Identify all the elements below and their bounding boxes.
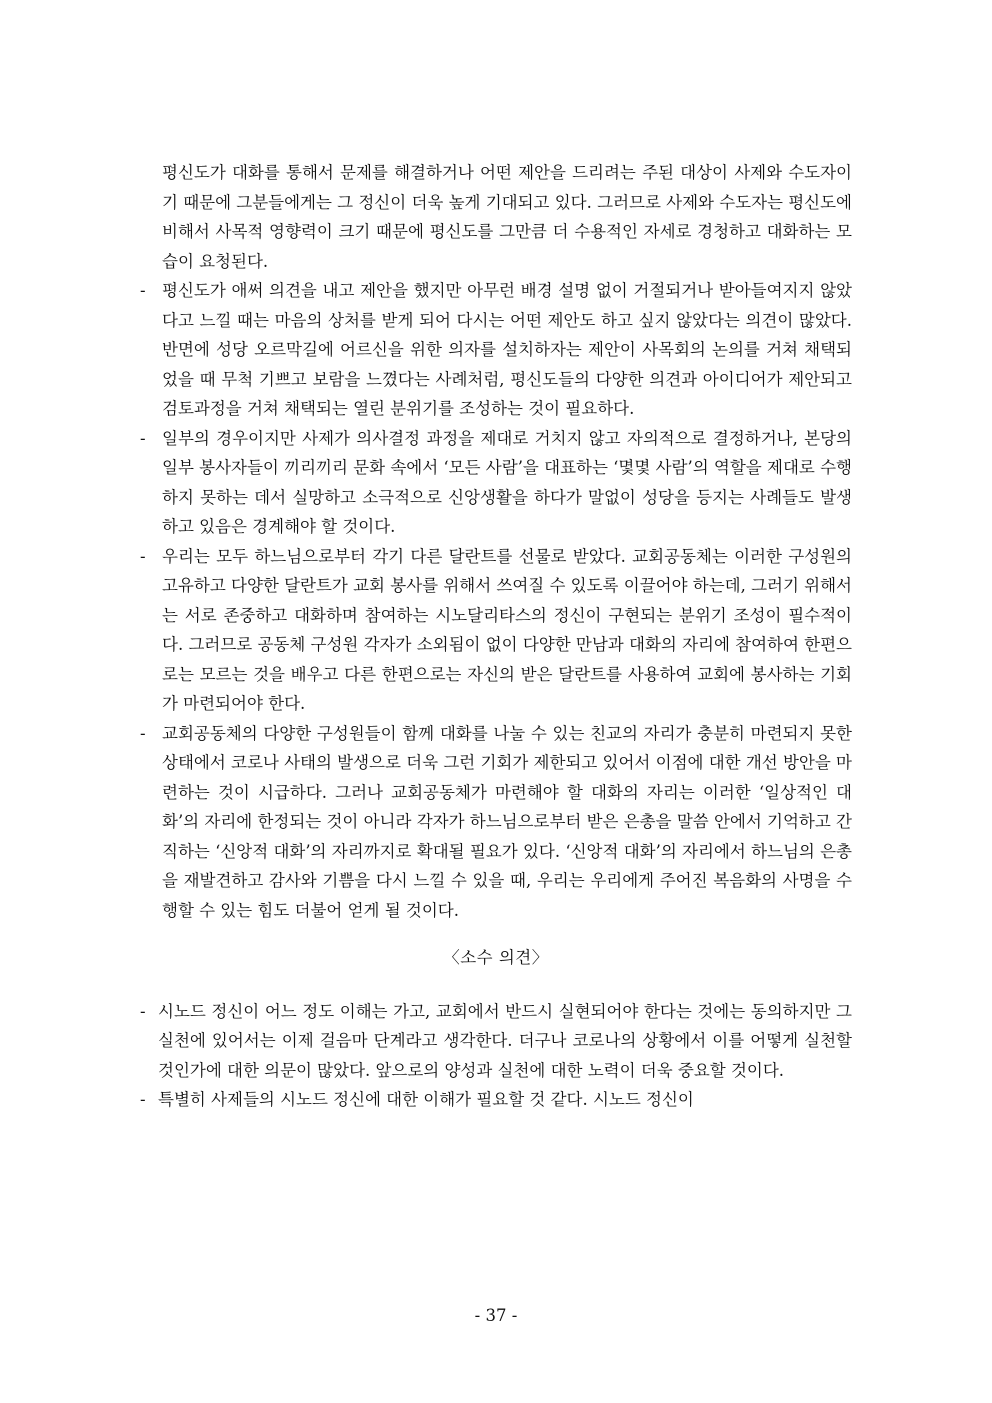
bullet-dash: -	[140, 1090, 146, 1109]
bullet-item	[140, 276, 852, 424]
intro-paragraph: 평신도가 대화를 통해서 문제를 해결하거나 어떤 제안을 드리려는 주된 대상이 사제와 수도자이기 때문에 그분들에게는 그 정신이 더욱 높게 기대되고 있다. 그러므로 사제와 수도자는 평신도에 비해서 사목적 영향력이 크기 때문에 평신도를 그만큼 더 수용적인 자세로 경청하고 대화하는 모습이 요청된다.	[162, 163, 852, 271]
bullet-item	[140, 424, 852, 542]
bullet-dash: -	[140, 281, 146, 300]
minority-opinion-heading: 〈소수 의견〉	[443, 948, 549, 967]
bullet-dash: -	[140, 723, 146, 743]
bullet-item	[140, 719, 852, 926]
minority-bullet-item	[140, 1085, 852, 1115]
page-number: - 37 -	[474, 1306, 518, 1325]
bullet-text: 시노드 정신이 어느 정도 이해는 가고, 교회에서 반드시 실현되어야 한다는 것에는 동의하지만 그 실천에 있어서는 이제 걸음마 단계라고 생각한다. 더구나 코로나의 상황에서 이를 어떻게 실천할 것인가에 대한 의문이 많았다. 앞으로의 양성과 실천에 대한 노력이 더욱 중요할 것이다.	[158, 1001, 852, 1080]
bullet-dash: -	[140, 428, 146, 448]
bullet-dash: -	[140, 546, 146, 566]
bullet-text: 교회공동체의 다양한 구성원들이 함께 대화를 나눌 수 있는 친교의 자리가 충분히 마련되지 못한 상태에서 코로나 사태의 발생으로 더욱 그런 기회가 제한되고 있어서 이점에 대한 개선 방안을 마련하는 것이 시급하다. 그러나 교회공동체가 마련해야 할 대화의 자리는 이러한 ‘일상적인 대화’의 자리에 한정되는 것이 아니라 각자가 하느님으로부터 받은 은총을 말씀 안에서 기억하고 간직하는 ‘신앙적 대화’의 자리까지로 확대될 필요가 있다. ‘신앙적 대화’의 자리에서 하느님의 은총을 재발견하고 감사와 기쁨을 다시 느낄 수 있을 때, 우리는 우리에게 주어진 복음화의 사명을 수행할 수 있는 힘도 더불어 얻게 될 것이다.	[162, 723, 852, 920]
minority-bullet-item	[140, 997, 852, 1086]
bullet-text: 평신도가 애써 의견을 내고 제안을 했지만 아무런 배경 설명 없이 거절되거나 받아들여지지 않았다고 느낄 때는 마음의 상처를 받게 되어 다시는 어떤 제안도 하고 싶지 않았다는 의견이 많았다. 반면에 성당 오르막길에 어르신을 위한 의자를 설치하자는 제안이 사목회의 논의를 거쳐 채택되었을 때 무척 기쁘고 보람을 느꼈다는 사례처럼, 평신도들의 다양한 의견과 아이디어가 제안되고 검토과정을 거쳐 채택되는 열린 분위기를 조성하는 것이 필요하다.	[162, 281, 852, 418]
bullet-dash: -	[140, 1001, 146, 1021]
page-body	[140, 158, 852, 1115]
bullet-item	[140, 542, 852, 719]
bullet-text: 특별히 사제들의 시노드 정신에 대한 이해가 필요할 것 같다. 시노드 정신이	[158, 1090, 694, 1109]
bullet-text: 우리는 모두 하느님으로부터 각기 다른 달란트를 선물로 받았다. 교회공동체는 이러한 구성원의 고유하고 다양한 달란트가 교회 봉사를 위해서 쓰여질 수 있도록 이끌어야 하는데, 그러기 위해서는 서로 존중하고 대화하며 참여하는 시노달리타스의 정신이 구현되는 분위기 조성이 필수적이다. 그러므로 공동체 구성원 각자가 소외됨이 없이 다양한 만남과 대화의 자리에 참여하여 한편으로는 모르는 것을 배우고 다른 한편으로는 자신의 받은 달란트를 사용하여 교회에 봉사하는 기회가 마련되어야 한다.	[162, 546, 852, 713]
bullet-text: 일부의 경우이지만 사제가 의사결정 과정을 제대로 거치지 않고 자의적으로 결정하거나, 본당의 일부 봉사자들이 끼리끼리 문화 속에서 ‘모든 사람’을 대표하는 ‘몇몇 사람’의 역할을 제대로 수행하지 못하는 데서 실망하고 소극적으로 신앙생활을 하다가 말없이 성당을 등지는 사례들도 발생하고 있음은 경계해야 할 것이다.	[162, 428, 852, 536]
